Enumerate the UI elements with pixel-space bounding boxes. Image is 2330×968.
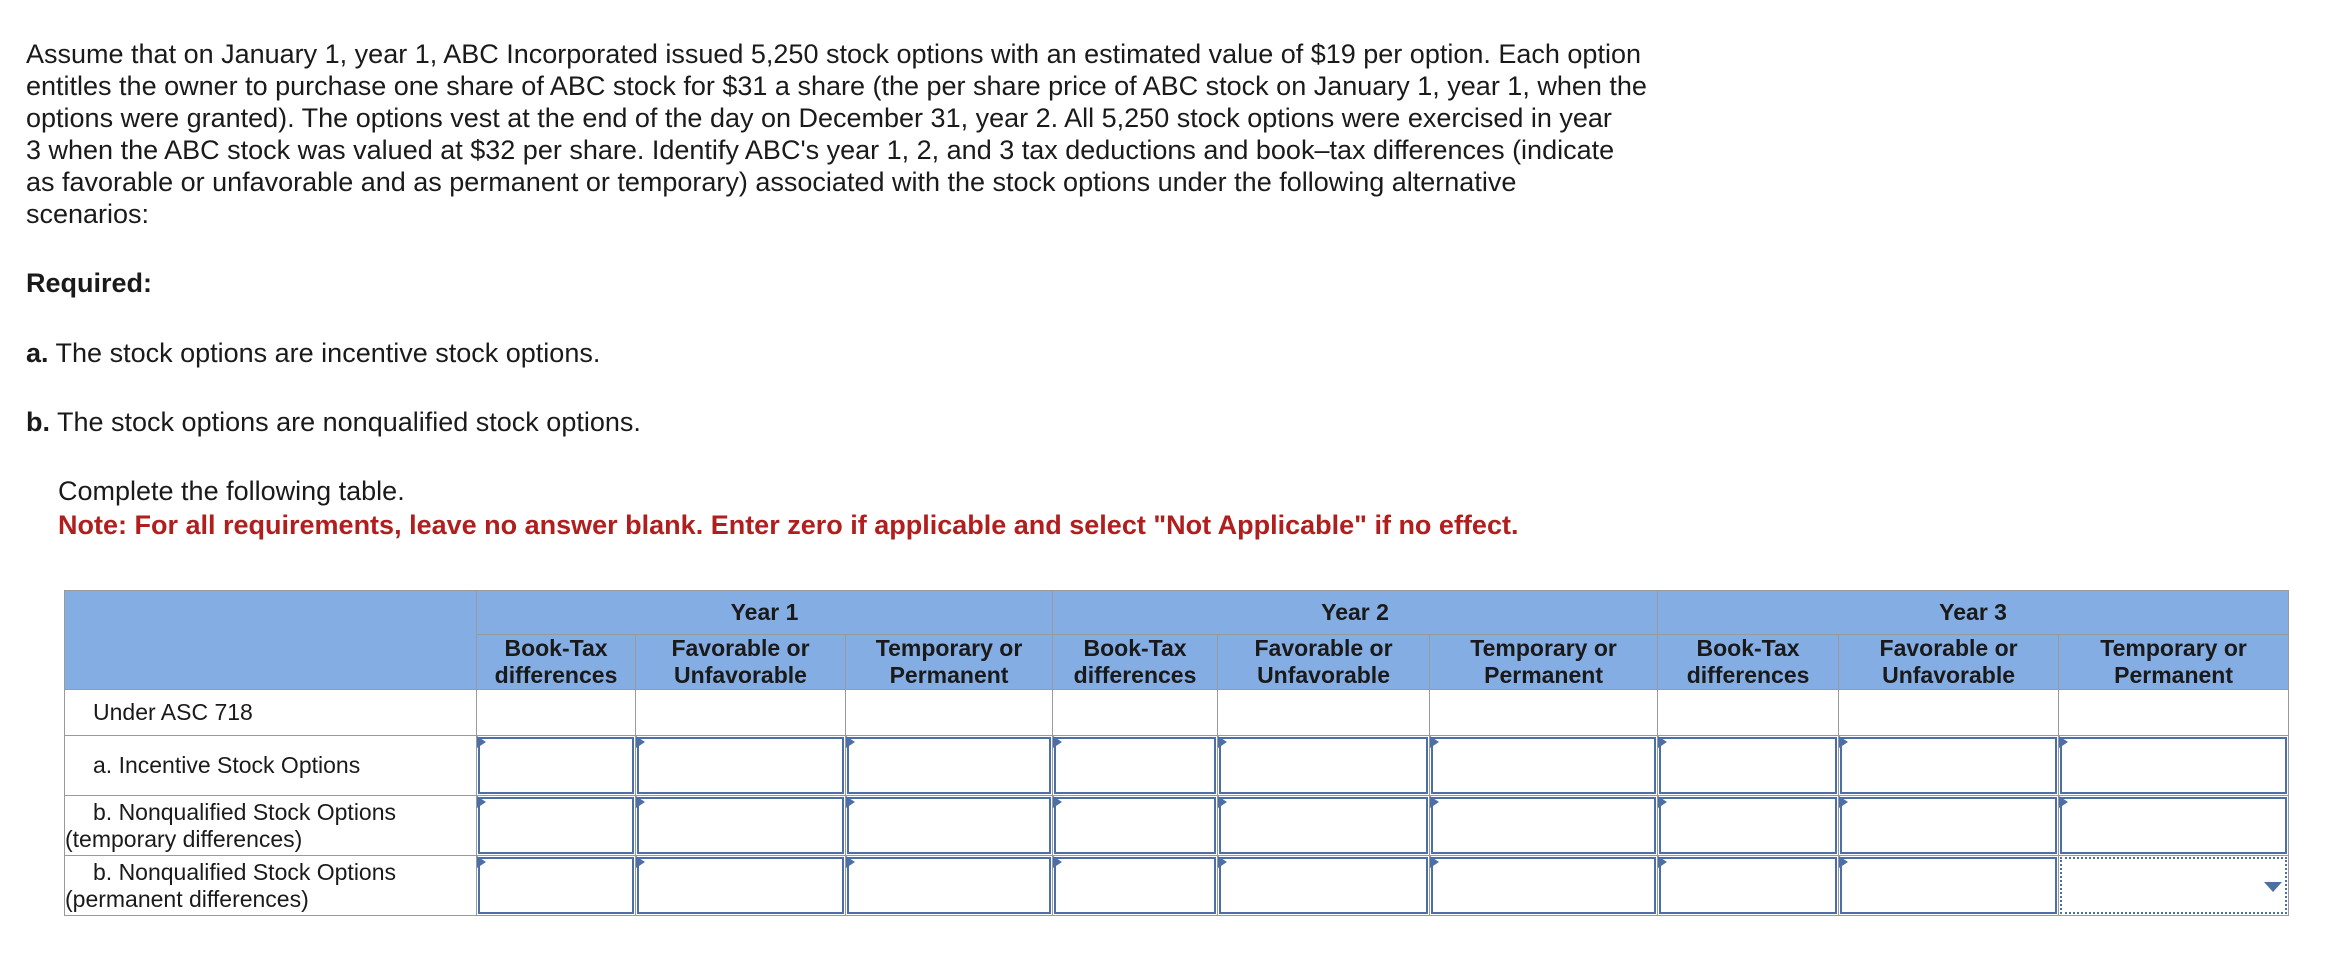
empty-cell [1218,690,1430,736]
cell-marker-icon [1430,856,1439,868]
requirement-b [26,407,641,438]
empty-cell [1430,690,1658,736]
cell-marker-icon [1430,736,1439,748]
row-label-text: Under ASC 718 [93,699,253,725]
table-row-incentive [65,736,2289,796]
cell-marker-icon [477,736,486,748]
favorable-select[interactable] [636,856,846,916]
temporary-select[interactable] [2059,736,2289,796]
book-tax-input[interactable] [1053,736,1218,796]
col-label: Permanent [889,662,1009,688]
year-1-header: Year 1 [477,591,1053,635]
answer-table [64,590,2289,916]
requirement-letter: b. [26,407,50,437]
col-label: Book-Tax [504,635,608,661]
col-label: Favorable or [671,635,810,661]
row-label-subtext: (temporary differences) [65,825,303,852]
empty-cell [1839,690,2059,736]
cell-marker-icon [2059,796,2068,808]
cell-marker-icon [846,796,855,808]
cell-marker-icon [2059,736,2068,748]
book-tax-input[interactable] [477,736,636,796]
empty-cell [477,690,636,736]
cell-marker-icon [1658,856,1667,868]
temporary-select[interactable] [1430,856,1658,916]
question-line: 3 when the ABC stock was valued at $32 per share. Identify ABC's year 1, 2, and 3 tax deductions and book–tax differences (indicate [26,135,1615,165]
cell-marker-icon [636,736,645,748]
cell-marker-icon [1839,796,1848,808]
header-corner [65,591,477,690]
requirement-text: The stock options are nonqualified stock options. [57,407,641,437]
cell-marker-icon [1658,796,1667,808]
row-label-text: a. Incentive Stock Options [93,752,361,778]
cell-marker-icon [1839,856,1848,868]
dropdown-caret-icon[interactable] [2264,882,2282,892]
cell-marker-icon [477,796,486,808]
question-line: options were granted). The options vest at the end of the day on December 31, year 2. All 5,250 stock options were exercised in year [26,103,1612,133]
empty-cell [846,690,1053,736]
temporary-select[interactable] [846,796,1053,856]
required-heading: Required: [26,268,153,298]
cell-marker-icon [636,856,645,868]
favorable-select[interactable] [1218,736,1430,796]
cell-marker-icon [477,856,486,868]
col-label: Unfavorable [674,662,807,688]
row-label-text: b. Nonqualified Stock Options [93,798,397,825]
favorable-select[interactable] [636,796,846,856]
table-row-asc-718 [65,690,2289,736]
cell-marker-icon [636,796,645,808]
col-label: Favorable or [1879,635,2018,661]
col-favorable-unfavorable [1218,635,1430,690]
book-tax-input[interactable] [1658,796,1839,856]
cell-marker-icon [1053,736,1062,748]
cell-marker-icon [1430,796,1439,808]
question-text [26,38,1746,230]
empty-cell [1053,690,1218,736]
book-tax-input[interactable] [1658,736,1839,796]
table-row-nonqualified-permanent [65,856,2289,916]
book-tax-input[interactable] [1053,856,1218,916]
col-label: differences [1073,662,1197,688]
requirement-letter: a. [26,338,49,368]
col-temporary-permanent [846,635,1053,690]
note-text: Note: For all requirements, leave no answer blank. Enter zero if applicable and select "Not Applicable" if no effect. [58,510,1519,540]
favorable-select[interactable] [636,736,846,796]
instruction-text: Complete the following table. [58,476,405,506]
col-label: Temporary or [2100,635,2247,661]
cell-marker-icon [846,736,855,748]
cell-marker-icon [1218,736,1227,748]
col-favorable-unfavorable [636,635,846,690]
empty-cell [636,690,846,736]
cell-marker-icon [1839,736,1848,748]
col-temporary-permanent [1430,635,1658,690]
col-temporary-permanent [2059,635,2289,690]
col-label: Temporary or [875,635,1023,661]
favorable-select[interactable] [1839,736,2059,796]
cell-marker-icon [1218,856,1227,868]
requirement-a [26,338,600,369]
book-tax-input[interactable] [477,856,636,916]
col-label: Unfavorable [1257,662,1390,688]
col-label: differences [494,662,618,688]
book-tax-input[interactable] [477,796,636,856]
row-label [65,690,477,736]
col-label: differences [1686,662,1810,688]
col-label: Book-Tax [1696,635,1800,661]
favorable-select[interactable] [1218,796,1430,856]
temporary-select[interactable] [2059,796,2289,856]
col-label: Unfavorable [1882,662,2016,688]
row-label-subtext: (permanent differences) [65,885,309,912]
book-tax-input[interactable] [1658,856,1839,916]
cell-marker-icon [1053,796,1062,808]
col-favorable-unfavorable [1839,635,2059,690]
temporary-select[interactable] [846,736,1053,796]
table-row-nonqualified-temporary [65,796,2289,856]
temporary-select-focused[interactable] [2059,856,2289,916]
empty-cell [1658,690,1839,736]
cell-marker-icon [846,856,855,868]
cell-marker-icon [1053,856,1062,868]
question-line: as favorable or unfavorable and as permanent or temporary) associated with the stock options under the following alternative [26,167,1517,197]
row-label-text: b. Nonqualified Stock Options [93,858,397,885]
favorable-select[interactable] [1839,796,2059,856]
col-book-tax-differences [1658,635,1839,690]
year-2-header: Year 2 [1053,591,1658,635]
cell-marker-icon [1658,736,1667,748]
col-book-tax-differences [477,635,636,690]
year-header-row [65,591,2289,635]
year-3-header: Year 3 [1658,591,2289,635]
question-line: Assume that on January 1, year 1, ABC Incorporated issued 5,250 stock options with an estimated value of $19 per option. Each option [26,39,1641,69]
row-label [65,736,477,796]
row-label [65,796,477,856]
col-label: Temporary or [1470,635,1617,661]
question-line: scenarios: [26,199,150,229]
favorable-select[interactable] [1218,856,1430,916]
temporary-select[interactable] [1430,796,1658,856]
col-label: Favorable or [1254,635,1393,661]
temporary-select[interactable] [1430,736,1658,796]
favorable-select[interactable] [1839,856,2059,916]
col-book-tax-differences [1053,635,1218,690]
col-label: Book-Tax [1083,635,1187,661]
question-line: entitles the owner to purchase one share of ABC stock for $31 a share (the per share price of ABC stock on January 1, year 1, when the [26,71,1647,101]
col-label: Permanent [1484,662,1603,688]
book-tax-input[interactable] [1053,796,1218,856]
requirement-text: The stock options are incentive stock options. [55,338,601,368]
empty-cell [2059,690,2289,736]
col-label: Permanent [2114,662,2234,688]
cell-marker-icon [1218,796,1227,808]
row-label [65,856,477,916]
temporary-select[interactable] [846,856,1053,916]
